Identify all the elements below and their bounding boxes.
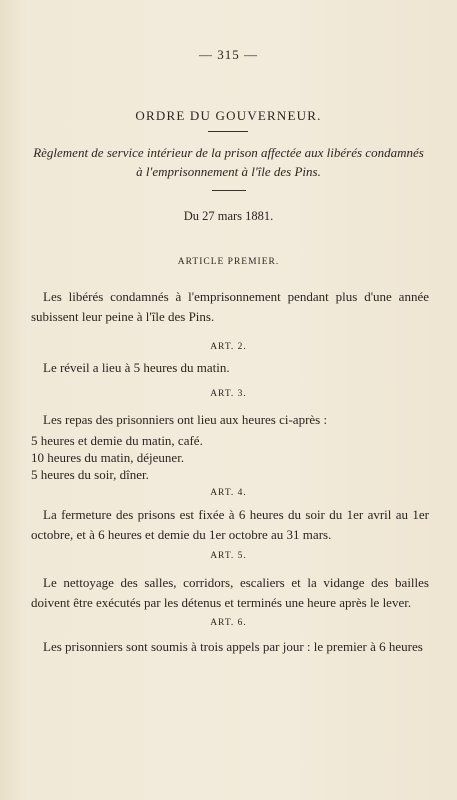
article-text: Les prisonniers sont soumis à trois appels par jour : le premier à 6 heures [43, 639, 423, 654]
meal-time-line: 10 heures du matin, déjeuner. [31, 450, 185, 465]
meal-time-line: 5 heures et demie du matin, café. [31, 433, 203, 448]
article-heading: ART. 3. [210, 389, 247, 399]
decree-date: Du 27 mars 1881. [183, 209, 274, 223]
subtitle-line-1: Règlement de service intérieur de la prison affectée aux libérés condamnés [33, 145, 424, 160]
article-heading: ART. 5. [210, 551, 247, 561]
article-heading: ART. 2. [210, 342, 247, 352]
document-title: ORDRE DU GOUVERNEUR. [135, 108, 322, 123]
article-text: Le réveil a lieu à 5 heures du matin. [43, 360, 230, 375]
article-heading: ART. 6. [210, 618, 247, 628]
page-number: — 315 — [199, 47, 258, 62]
document-subtitle [30, 143, 427, 181]
article-heading: ART. 4. [210, 488, 247, 498]
subtitle-line-2: à l'emprisonnement à l'île des Pins. [136, 164, 321, 179]
article-heading: ARTICLE PREMIER. [177, 257, 280, 267]
subtitle-rule [212, 190, 246, 191]
title-rule [208, 131, 248, 132]
article-text: Le nettoyage des salles, corridors, escaliers et la vidange des bailles doivent être exécutés par les détenus et terminés une heure après le lever. [31, 575, 429, 610]
article-text: Les repas des prisonniers ont lieu aux heures ci-après : [43, 412, 328, 427]
article-text: La fermeture des prisons est fixée à 6 heures du soir du 1er avril au 1er octobre, et à 6 heures et demie du 1er octobre au 31 mars. [31, 507, 429, 542]
article-text: Les libérés condamnés à l'emprisonnement pendant plus d'une année subissent leur peine à l'île des Pins. [31, 289, 429, 324]
meal-time-line: 5 heures du soir, dîner. [31, 467, 149, 482]
